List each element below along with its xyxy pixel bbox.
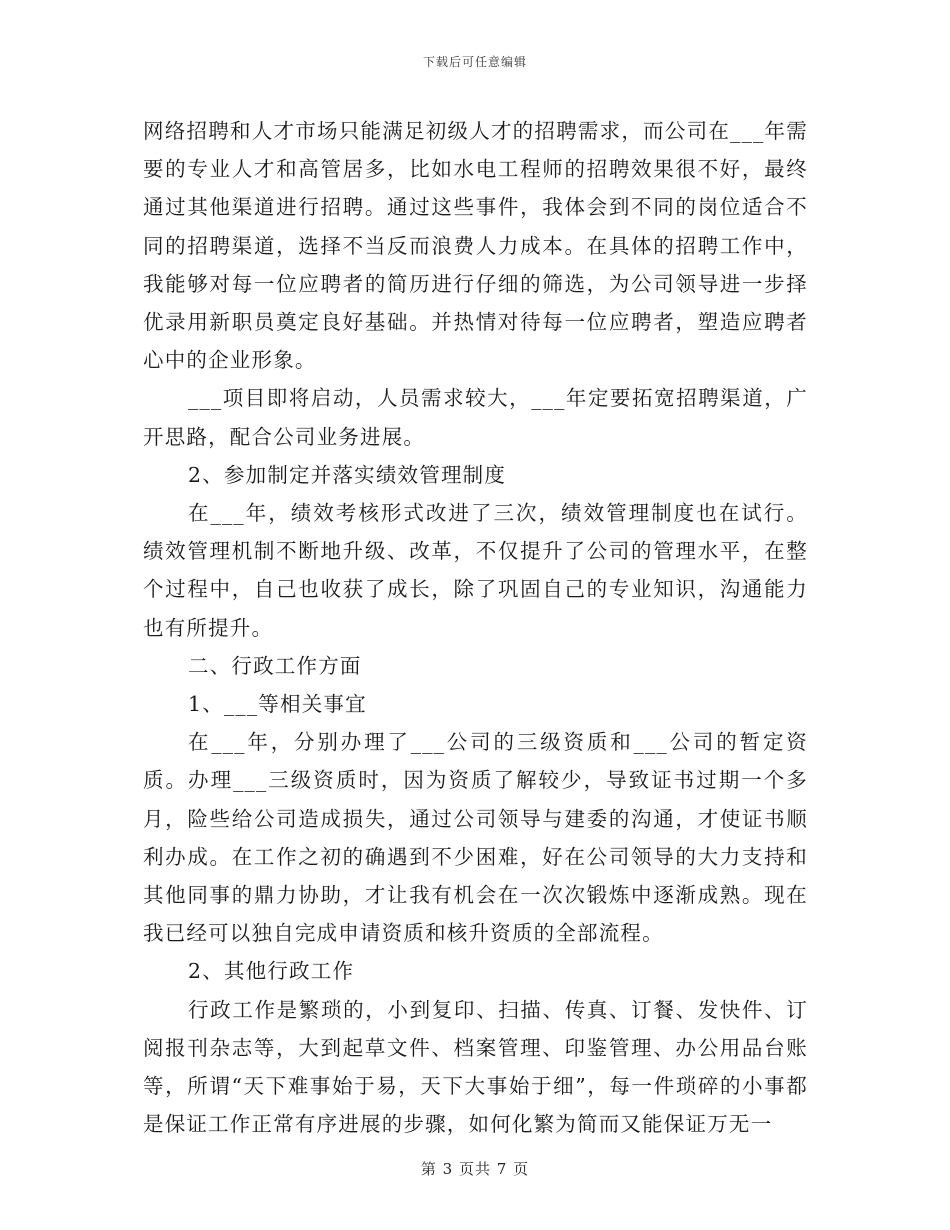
paragraph-project-startup: ___项目即将启动，人员需求较大，___年定要拓宽招聘渠道，广开思路，配合公司业务进展。 — [143, 386, 808, 449]
paragraph-admin-details: 行政工作是繁琐的，小到复印、扫描、传真、订餐、发快件、订阅报刊杂志等，大到起草文件、档案管理、印鉴管理、办公用品台账等，所谓“天下难事始于易，天下大事始于细”，每一件琐碎的小事都是保证工作正常有序进展的步骤，如何化繁为简而又能保证万无一 — [143, 997, 808, 1137]
page-header-note: 下载后可任意编辑 — [422, 55, 527, 69]
page-number: 第 3 页共 7 页 — [420, 1160, 530, 1178]
document-body — [143, 112, 808, 1143]
heading-performance-management: 2、参加制定并落实绩效管理制度 — [188, 462, 507, 487]
paragraph-performance-review: 在___年，绩效考核形式改进了三次，绩效管理制度也在试行。绩效管理机制不断地升级、改革，不仅提升了公司的管理水平，在整个过程中，自己也收获了成长，除了巩固自己的专业知识，沟通能力也有所提升。 — [143, 501, 808, 640]
heading-administrative-work: 二、行政工作方面 — [188, 653, 362, 678]
paragraph-qualification-handling: 在___年，分别办理了___公司的三级资质和___公司的暂定资质。办理___三级资质时，因为资质了解较少，导致证书过期一个多月，险些给公司造成损失，通过公司领导与建委的沟通，才使证书顺利办成。在工作之初的确遇到不少困难，好在公司领导的大力支持和其他同事的鼎力协助，才让我有机会在一次次锻炼中逐渐成熟。现在我已经可以独自完成申请资质和核升资质的全部流程。 — [143, 730, 808, 946]
heading-related-matters: 1、___等相关事宜 — [188, 692, 367, 717]
paragraph-recruitment-channels: 网络招聘和人才市场只能满足初级人才的招聘需求，而公司在___年需要的专业人才和高管居多，比如水电工程师的招聘效果很不好，最终通过其他渠道进行招聘。通过这些事件，我体会到不同的岗位适合不同的招聘渠道，选择不当反而浪费人力成本。在具体的招聘工作中，我能够对每一位应聘者的简历进行仔细的筛选，为公司领导进一步择优录用新职员奠定良好基础。并热情对待每一位应聘者，塑造应聘者心中的企业形象。 — [143, 119, 808, 373]
heading-other-admin-work: 2、其他行政工作 — [188, 959, 355, 984]
